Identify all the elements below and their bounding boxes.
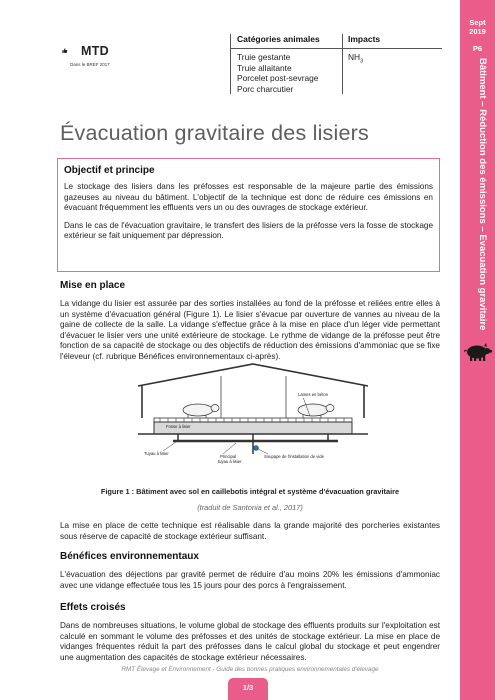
benefices-paragraph: L'évacuation des déjections par gravité permet de réduire d'au moins 20% les émissions d'ammoniac avec une vidange effectuée tous les 15 jours pour des porcs à l'engraissement. xyxy=(60,570,440,590)
mise-en-place-paragraph: La vidange du lisier est assurée par des sorties installées au fond de la préfosse et reliées entre elles à un système d'évacuation général (Figure 1). Le lisier s'évacue par ouverture de vannes au niveau de la gaine de collecte de la salle. La vidange s'effectue grâce à la mise en place d'un léger vide permettant d'évacuer le lisier vers une unité extérieure de stockage. Le rythme de vidange de la préfosse peut être fonction de sa capacité de stockage ou des objectifs de réduction des émissions d'ammoniac que se fixe l'éleveur (cf. rubrique Bénéfices environnementaux ci-après). xyxy=(60,299,440,361)
figure-source: (traduit de Santonia et al., 2017) xyxy=(197,503,303,512)
label-principal: Principal xyxy=(220,454,237,459)
figure-caption: Figure 1 : Bâtiment avec sol en caillebotis intégral et système d'évacuation gravitaire xyxy=(100,487,400,496)
side-vertical-title: Bâtiment – Réduction des émissions – Evacuation gravitaire xyxy=(477,58,488,331)
category-item: Porc charcutier xyxy=(237,83,294,94)
impact-item xyxy=(348,52,442,67)
label-tuyau-lisier: Tuyau à lisier xyxy=(144,451,169,456)
impacts-title: Impacts xyxy=(348,34,381,44)
objective-heading: Objectif et principe xyxy=(64,165,155,176)
benefices-section xyxy=(60,551,440,591)
category-item: Porcelet post-sevrage xyxy=(237,73,319,83)
footer-text: RMT Élevage et Environnement - Guide des bonnes pratiques environnementales d'élevage xyxy=(121,666,379,673)
effets-heading: Effets croisés xyxy=(60,602,126,613)
page-number: 1/3 xyxy=(242,683,254,692)
mise-en-place-heading: Mise en place xyxy=(60,280,126,291)
effets-section xyxy=(60,602,440,663)
logo-name: MTD xyxy=(81,44,109,58)
page-title: Évacuation gravitaire des lisiers xyxy=(60,121,369,145)
label-soupape: Soupape de l'installation de vide xyxy=(264,454,324,459)
logo-subtitle: Dans le BREF 2017 xyxy=(70,62,110,67)
thumbs-up-icon xyxy=(62,42,82,62)
objective-paragraph-2: Dans le cas de l'évacuation gravitaire, le transfert des lisiers de la préfosse vers la fosse de stockage extérieur se fait uniquement par dépression. xyxy=(64,220,433,241)
side-date: Sept 2019 xyxy=(469,18,486,36)
side-page-code: P6 xyxy=(472,44,483,53)
after-figure-paragraph: La mise en place de cette technique est réalisable dans la grande majorité des porcheries existantes sous réserve de capacité de stockage extérieur suffisant. xyxy=(60,521,440,541)
category-item: Truie gestante xyxy=(237,52,291,62)
objective-box xyxy=(57,158,440,272)
categories-divider xyxy=(231,48,342,49)
label-tuyau-principal: tuyau à lisier xyxy=(218,459,242,464)
building-diagram xyxy=(118,358,388,468)
effets-paragraph: Dans de nombreuses situations, le volume global de stockage des effluents produits sur l'exploitation est calculé en sommant le volume des préfosses et des unités de stockage extérieur. La mise en place de vidanges fréquentes réduit la part des préfosses dans le calcul global du stockage et peut engendrer une augmentation des capacités de stockage extérieur nécessaires. xyxy=(60,621,440,662)
impacts-box xyxy=(342,34,442,94)
after-figure-section xyxy=(60,521,440,542)
benefices-heading: Bénéfices environnementaux xyxy=(60,551,199,562)
impact-main: NH xyxy=(348,52,361,62)
impact-sub: 3 xyxy=(360,58,364,65)
pig-icon xyxy=(462,342,492,362)
objective-paragraph-1: Le stockage des lisiers dans les préfosses est responsable de la majeure partie des émissions gazeuses au niveau du bâtiment. L'objectif de la technique est donc de réduire ces émissions en évacuant fréquemment les effluents vers un ou des ouvrages de stockage extérieur. xyxy=(64,182,433,213)
label-fosse: Fosse à lisier xyxy=(166,424,191,429)
impacts-divider xyxy=(343,48,442,49)
label-lames: Lames en béton xyxy=(298,392,329,397)
categories-box xyxy=(230,34,342,94)
categories-title: Catégories animales xyxy=(237,34,320,44)
category-item: Truie allaitante xyxy=(237,62,292,73)
mise-en-place-section xyxy=(60,280,440,363)
